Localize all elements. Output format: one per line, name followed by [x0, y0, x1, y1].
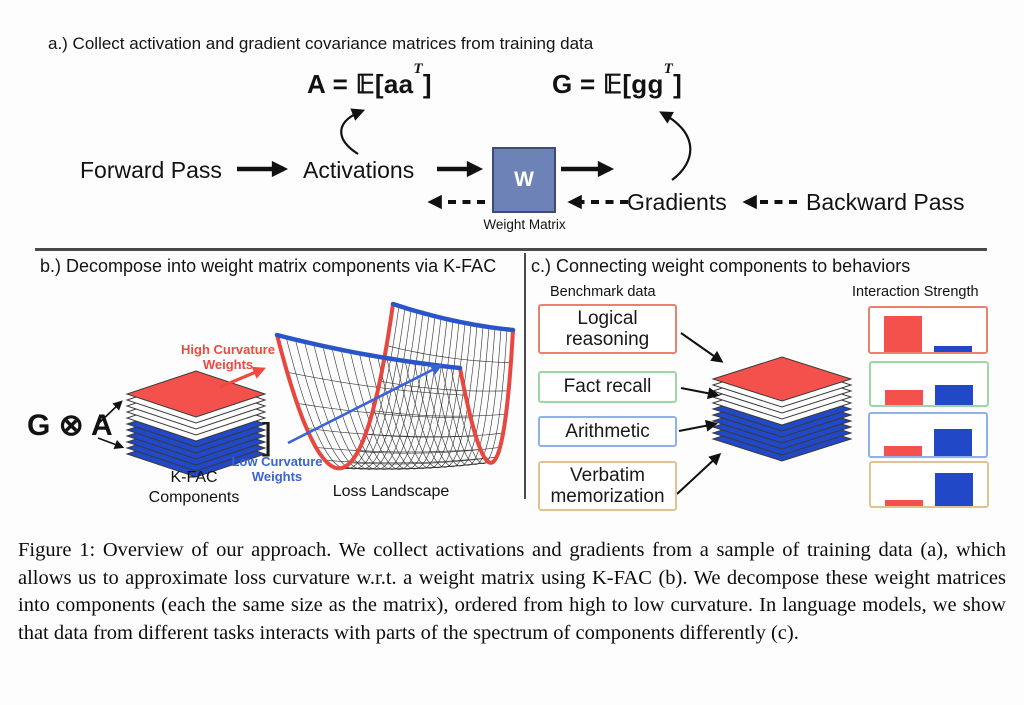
benchmark-box-arithmetic: Arithmetic — [538, 416, 677, 447]
forward-pass-label: Forward Pass — [80, 157, 222, 183]
horizontal-divider — [35, 248, 987, 251]
equation-A-transpose: T — [413, 61, 423, 78]
interaction-chart-logical-reasoning — [868, 306, 988, 354]
low-curvature-arrow — [288, 366, 440, 443]
interaction-chart-verbatim-memorization — [869, 461, 989, 508]
equation-A-close: ] — [422, 69, 432, 99]
high-curvature-bar — [884, 316, 922, 352]
benchmark-data-header: Benchmark data — [550, 284, 656, 300]
benchmark-box-fact-recall: Fact recall — [538, 371, 677, 403]
equation-G-transpose: T — [663, 61, 674, 78]
equation-A-body: A = 𝔼[aa — [307, 69, 414, 99]
high-curvature-bar — [884, 446, 922, 456]
figure-caption: Figure 1: Overview of our approach. We collect activations and gradients from a sample of training data (a), which allows us to approximate loss curvature w.r.t. a weight matrix using K-FAC (b). We decompose these weight matrices into components (each the same size as the matrix), ordered from high to low curvature. In language models, we show that data from different tasks interacts with parts of the spectrum of components differently (c). — [18, 539, 1006, 644]
low-curvature-bracket: ] — [262, 416, 273, 457]
kronecker-product-label: G ⊗ A — [27, 409, 113, 442]
vertical-divider — [524, 253, 526, 499]
weight-matrix-box — [492, 147, 556, 213]
loss-landscape-label: Loss Landscape — [332, 483, 450, 500]
backward-pass-label: Backward Pass — [806, 189, 965, 215]
panel-c-heading: c.) Connecting weight components to behaviors — [531, 256, 911, 276]
equation-G-close: ] — [673, 69, 683, 99]
high-curvature-bar — [885, 500, 923, 506]
low-curvature-bar — [935, 473, 973, 506]
benchmark-box-logical-reasoning: Logical reasoning — [538, 304, 677, 354]
gradients-label: Gradients — [627, 189, 727, 215]
low-curvature-bar — [934, 346, 972, 352]
panel-b-heading: b.) Decompose into weight matrix components via K-FAC — [40, 256, 497, 276]
activations-label: Activations — [303, 157, 415, 183]
loss-landscape-mesh — [277, 304, 513, 470]
low-curvature-bar — [935, 385, 973, 405]
equation-G-body: G = 𝔼[gg — [552, 69, 664, 99]
kfac-components-label: K-FAC Components — [148, 469, 240, 506]
low-curvature-bar — [934, 429, 972, 456]
weight-matrix-caption: Weight Matrix — [483, 217, 566, 232]
interaction-chart-fact-recall — [869, 361, 989, 407]
high-curvature-bar — [885, 390, 923, 405]
equation-G — [552, 61, 683, 100]
high-curvature-weights-label: High Curvature Weights — [181, 342, 275, 373]
low-curvature-weights-label: Low Curvature Weights — [231, 454, 323, 485]
interaction-chart-arithmetic — [868, 412, 988, 458]
interaction-strength-header: Interaction Strength — [852, 284, 979, 300]
kfac-stack-c — [713, 357, 851, 461]
equation-A — [307, 61, 432, 100]
panel-a-heading: a.) Collect activation and gradient covariance matrices from training data — [48, 34, 594, 53]
benchmark-box-verbatim-memorization: Verbatim memorization — [538, 461, 677, 511]
weight-matrix-letter: W — [514, 168, 534, 191]
